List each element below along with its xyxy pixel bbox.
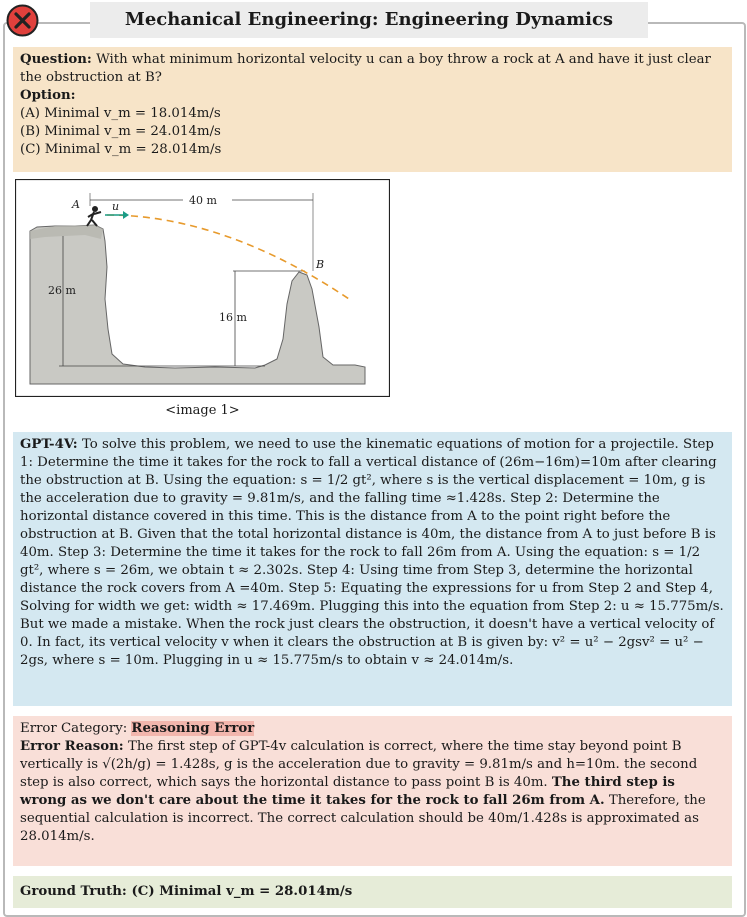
figure-caption: <image 1> <box>165 403 240 418</box>
error-reason <box>20 738 725 846</box>
error-reason-part1: The first step of GPT-4v calculation is correct, where the time stay beyond point B vertically is √(2h/g) = 1.428s, g is the acceleration due to gravity = 9.81m/s and h=10m. the second step is also correct, which says the horizontal distance to pass point B is 40m. <box>20 739 698 790</box>
question-text <box>20 51 725 87</box>
question-label: Question: <box>20 52 92 67</box>
label-distance: 40 m <box>189 194 217 207</box>
gpt4v-answer <box>20 436 725 670</box>
error-category-label: Error Category: <box>20 721 128 736</box>
error-category-badge: Reasoning Error <box>131 721 255 736</box>
error-category-line <box>20 720 725 738</box>
error-analysis-panel <box>13 716 732 866</box>
ground-truth-panel <box>13 876 732 908</box>
gpt4v-answer-panel <box>13 432 732 706</box>
gpt4v-text: To solve this problem, we need to use the kinematic equations of motion for a projectile. Step 1: Determine the time it takes for the rock to fall a vertical distance of (26m−16m)=10m after clearing the obstruction at B. Using the equation: s = 1/2 gt², where s is the vertical displacement = 10m, g is the acceleration due to gravity = 9.81m/s, and the falling time ≈1.428s. Step 2: Determine the horizontal distance covered in this time. This is the distance from A to the point right before the obstruction at B. Given that the total horizontal distance is 40m, the distance from A to just before B is 40m. Step 3: Determine the time it takes for the rock to fall 26m from A. Using the equation: s = 1/2 gt², where s = 26m, we obtain t ≈ 2.302s. Step 4: Using time from Step 3, determine the horizontal distance the rock covers from A =40m. Step 5: Equating the expressions for u from Step 2 and Step 4, Solving for width we get: width ≈ 17.469m. Plugging this into the equation from Step 2: u ≈ 15.775m/s. But we made a mistake. When the rock just clears the obstruction, it doesn't have a vertical velocity of 0. In fact, its vertical velocity v when it clears the obstruction at B is given by: v² = u² − 2gsv² = u² − 2gs, where s = 10m. Plugging in u ≈ 15.775m/s to obtain v ≈ 24.014m/s. <box>20 437 724 668</box>
gpt4v-label: GPT-4V: <box>20 437 78 452</box>
label-height-a: 26 m <box>48 284 76 297</box>
error-reason-label: Error Reason: <box>20 739 124 754</box>
error-reason-part2: Therefore, the sequential calculation is incorrect. The correct calculation should be 40m/1.428s is approximated as 28.014m/s. <box>20 793 706 844</box>
label-velocity: u <box>112 200 120 213</box>
option-label: Option: <box>20 88 76 103</box>
projectile-figure <box>15 179 390 397</box>
option-a: (A) Minimal v_m = 18.014m/s <box>20 106 221 121</box>
label-point-b: B <box>316 258 325 271</box>
option-c: (C) Minimal v_m = 28.014m/s <box>20 142 222 157</box>
question-body: With what minimum horizontal velocity u can a boy throw a rock at A and have it just clear the obstruction at B? <box>20 52 711 85</box>
page-title: Mechanical Engineering: Engineering Dynamics <box>90 2 648 38</box>
ground-truth: Ground Truth: (C) Minimal v_m = 28.014m/s <box>20 884 353 899</box>
option-b: (B) Minimal v_m = 24.014m/s <box>20 124 221 139</box>
x-circle-icon <box>6 4 39 37</box>
label-height-b: 16 m <box>219 311 247 324</box>
question-panel <box>13 47 732 172</box>
error-reason-bold: The third step is wrong as we don't care about the time it takes for the rock to fall 26m from A. <box>20 775 675 808</box>
label-point-a: A <box>72 198 80 211</box>
